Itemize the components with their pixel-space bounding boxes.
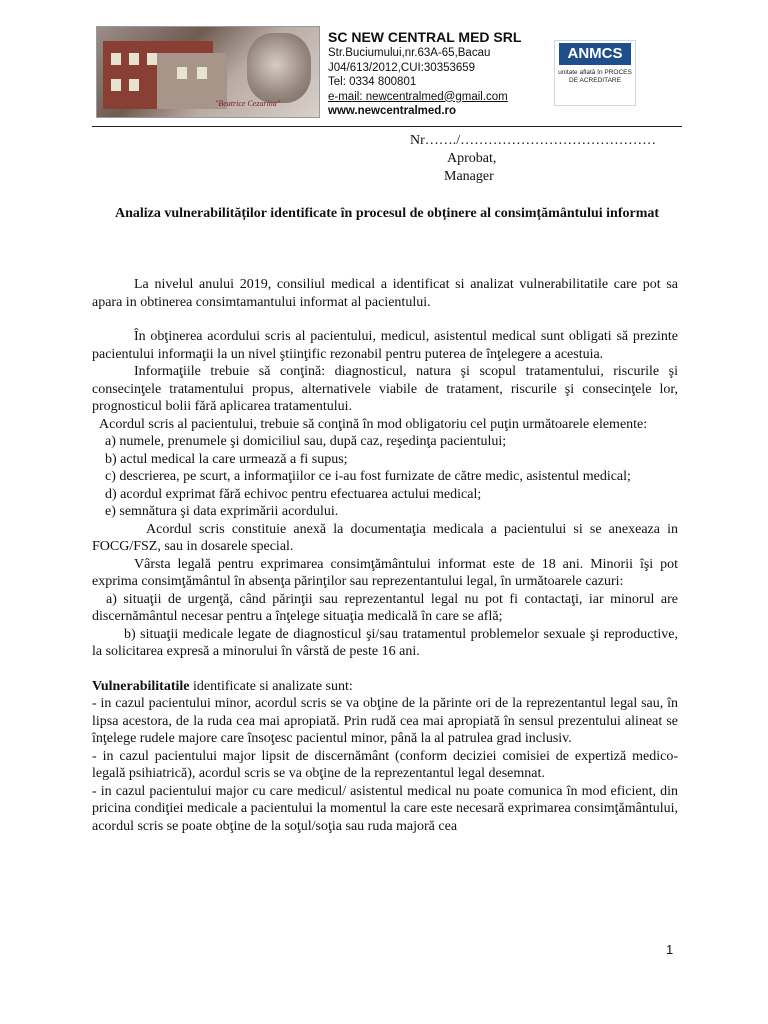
list-item: a) situaţii de urgenţă, când părinţii sau reprezentantul legal nu pot fi contactaţi, iar minorul are discernământul necesar pentru a înţelege situaţia medicală în care se află;: [92, 591, 678, 624]
anmcs-accreditation-badge: [554, 40, 636, 106]
window-shape: [177, 67, 187, 79]
list-item: c) descrierea, pe scurt, a informaţiilor ce i-au fost furnizate de către medic, asistentul medical;: [105, 469, 631, 484]
header-divider: [92, 126, 682, 127]
company-email-link[interactable]: e-mail: newcentralmed@gmail.com: [328, 90, 508, 103]
clinic-photo: [96, 26, 320, 118]
list-item: d) acordul exprimat fără echivoc pentru efectuarea actului medical;: [105, 486, 482, 502]
vulnerabilities-intro: identificate si analizate sunt:: [189, 678, 353, 694]
intro-paragraph: La nivelul anului 2019, consiliul medical a identificat si analizat vulnerabilitatile care pot sa apara in obtinerea consimtamantului informat al pacientului.: [92, 277, 678, 310]
accreditation-status: unitate aflată în PROCES DE ACREDITARE: [558, 69, 632, 84]
vulnerabilities-label: Vulnerabilitatile: [92, 678, 190, 694]
window-shape: [147, 53, 157, 65]
paragraph: Acordul scris constituie anexă la documentaţia medicala a pacientului si se anexeaza in FOCG/FSZ, sau in dosarele special.: [92, 521, 678, 554]
window-shape: [129, 79, 139, 91]
paragraph-gap: [92, 661, 678, 678]
approved-label: Aprobat,: [447, 151, 497, 166]
portrait-image: [247, 33, 311, 103]
paragraph: Informaţiile trebuie să conţină: diagnosticul, natura şi scopul tratamentului, riscurile şi consecinţele tratamentului propus, alternativele viabile de tratament, riscurile şi consecinţele lor, prognosticul bolii fără aplicarea tratamentului.: [92, 364, 678, 414]
paragraph: Acordul scris al pacientului, trebuie să conţină în mod obligatoriu cel puţin următoarele elemente:: [99, 416, 648, 432]
photo-caption: "Beatrice Cezarina": [215, 99, 281, 108]
vulnerability-item: - in cazul pacientului major lipsit de discernământ (conform deciziei comisiei de expertiză medico-legală psihiatrică), acordul scris se va obţine de la reprezentantul legal desemnat.: [92, 748, 678, 781]
list-item: b) situaţii medicale legate de diagnosticul şi/sau tratamentul problemelor sexuale şi reproductive, la solicitarea expresă a minorului în vârstă de peste 16 ani.: [92, 626, 678, 659]
list-item: a) numele, prenumele şi domiciliul sau, după caz, reşedinţa pacientului;: [105, 434, 507, 449]
company-registration: J04/613/2012,CUI:30353659: [328, 61, 476, 74]
document-title: Analiza vulnerabilităților identificate în procesul de obținere al consimțământului informat: [114, 206, 660, 221]
window-shape: [129, 53, 139, 65]
company-name: SC NEW CENTRAL MED SRL: [328, 29, 522, 45]
vulnerabilities-heading: [92, 678, 678, 696]
paragraph-gap: [92, 311, 678, 328]
company-phone: Tel: 0334 800801: [328, 76, 417, 88]
window-shape: [111, 79, 121, 91]
list-item: b) actul medical la care urmează a fi supus;: [105, 451, 348, 467]
paragraph: În obţinerea acordului scris al pacientului, medicul, asistentul medical sunt obligati să prezinte pacientului informaţii la un nivel ştiinţific rezonabil pentru puterea de înţelegere a acestuia.: [92, 329, 678, 362]
window-shape: [197, 67, 207, 79]
list-item: e) semnătura şi data exprimării acordului.: [105, 504, 339, 519]
anmcs-logo: ANMCS: [559, 43, 631, 65]
window-shape: [111, 53, 121, 65]
company-website-link[interactable]: www.newcentralmed.ro: [328, 105, 457, 117]
vulnerability-item: - in cazul pacientului major cu care medicul/ asistentul medical nu poate comunica în mod eficient, din pricina condiţiei medicale a pacientului la momentul la care este necesară exprimarea consimţământului, acordul scris se poate obţine de la soţul/soţia sau ruda majoră cea: [92, 783, 678, 834]
letterhead: [92, 22, 682, 124]
manager-label: Manager: [444, 169, 494, 184]
page-number: 1: [666, 942, 674, 957]
vulnerability-item: - in cazul pacientului minor, acordul scris se va obţine de la părinte ori de la reprezentantul legal sau, în lipsa acestora, de la ruda cea mai apropiată. Prin rudă cea mai apropiată în sensul prezentului alineat se înţelege rudele majore care însoţesc pacientul minor, până la al patrulea grad inclusiv.: [92, 696, 678, 746]
approval-block: [92, 132, 682, 186]
registration-number: Nr……./……………………………………: [410, 133, 657, 148]
company-info: [328, 28, 521, 119]
company-address: Str.Buciumului,nr.63A-65,Bacau: [328, 47, 491, 59]
paragraph: Vârsta legală pentru exprimarea consimţământului informat este de 18 ani. Minorii îşi pot exprima consimţământul în absenţa părinţilor sau reprezentantului legal, în următoarele cazuri:: [92, 556, 678, 589]
document-body: [92, 276, 678, 835]
